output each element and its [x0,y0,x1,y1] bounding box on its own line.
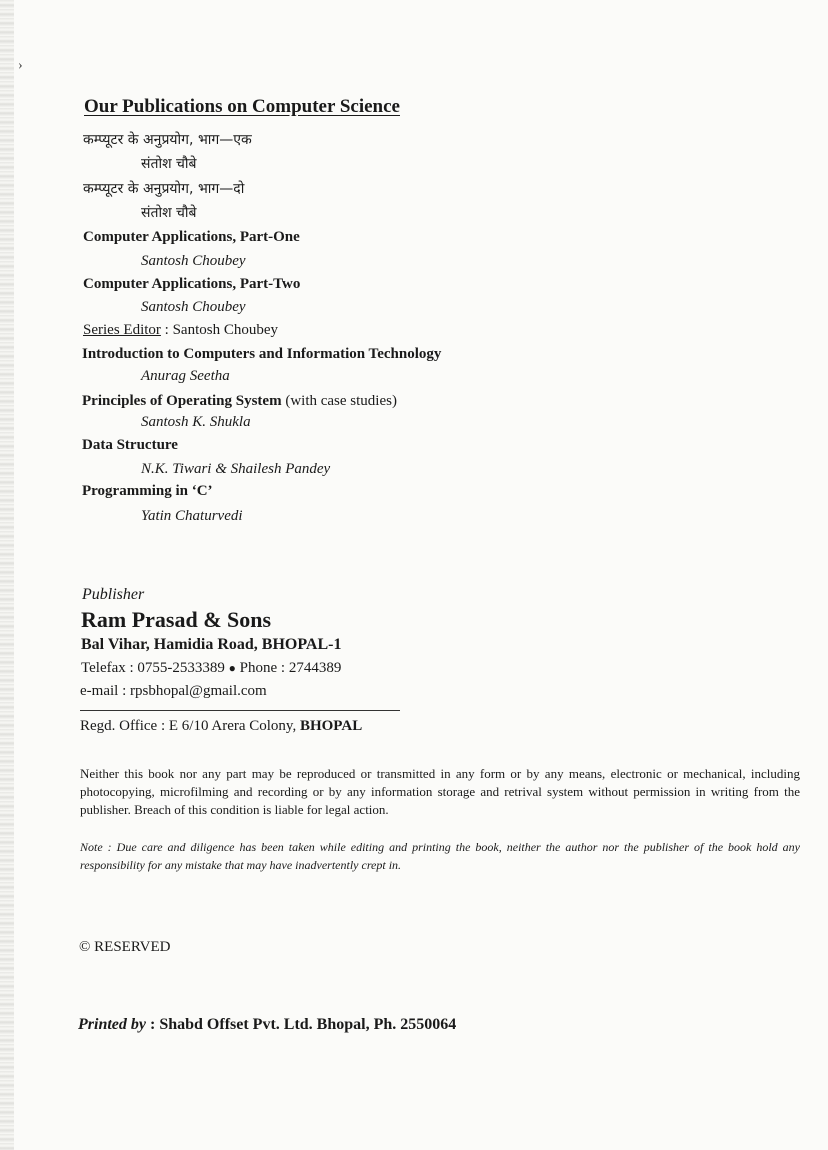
publisher-contact [81,660,341,677]
printed-by-value: : Shabd Offset Pvt. Ltd. Bhopal, Ph. 2550064 [146,1016,457,1033]
publication-author: N.K. Tiwari & Shailesh Pandey [141,461,331,477]
bullet-icon: ● [228,661,236,675]
publication-title: Computer Applications, Part-Two [83,276,301,292]
reserved-notice: © RESERVED [79,939,171,955]
scanned-page-edge [0,0,14,1150]
publication-author: Santosh Choubey [141,253,246,269]
publisher-name: Ram Prasad & Sons [81,607,272,632]
publication-author: Santosh K. Shukla [141,414,251,430]
publication-title: Introduction to Computers and Information Technology [82,346,442,362]
series-editor-label: Series Editor [83,322,161,338]
series-editor [83,322,278,339]
regd-office [80,718,362,735]
edge-mark-icon: › [18,58,23,73]
printed-by [78,1016,456,1034]
publisher-email: e-mail : rpsbhopal@gmail.com [80,683,267,699]
publication-author: Santosh Choubey [141,299,246,315]
page-title: Our Publications on Computer Science [84,96,400,117]
publication-author: Yatin Chaturvedi [141,508,243,524]
telefax: Telefax : 0755-2533389 [81,660,225,676]
copyright-notice: Neither this book nor any part may be reproduced or transmitted in any form or by any means, electronic or mechanical, including photocopying, microfilming and recording or by any information storage and retrival system without permission in writing from the publisher. Breach of this condition is liable for legal action. [80,766,800,817]
publication-title: Principles of Operating System [82,393,282,409]
publication-entry [82,392,397,410]
publication-note: (with case studies) [281,393,397,409]
regd-office-city: BHOPAL [299,718,363,734]
publication-title: Data Structure [82,437,178,453]
publication-author: Anurag Seetha [141,368,230,384]
phone: Phone : 2744389 [239,660,342,676]
publisher-address: Bal Vihar, Hamidia Road, BHOPAL-1 [81,636,342,653]
regd-office-text: Regd. Office : E 6/10 Arera Colony, [80,718,300,734]
publication-title: Programming in ‘C’ [82,483,213,499]
divider [80,710,400,711]
publication-author: संतोश चौबे [141,156,197,172]
disclaimer-note: Note : Due care and diligence has been taken while editing and printing the book, neither the author nor the publisher of the book hold any responsibility for any mistake that may have inadvertently crept in. [80,840,800,872]
publication-title: Computer Applications, Part-One [83,229,300,245]
printed-by-label: Printed by [78,1016,146,1033]
publisher-label: Publisher [82,586,145,603]
publication-author: संतोश चौबे [141,205,197,221]
publication-title: कम्प्यूटर के अनुप्रयोग, भाग—एक [83,132,252,148]
publication-title: कम्प्यूटर के अनुप्रयोग, भाग—दो [83,181,245,197]
series-editor-name: : Santosh Choubey [160,322,278,338]
